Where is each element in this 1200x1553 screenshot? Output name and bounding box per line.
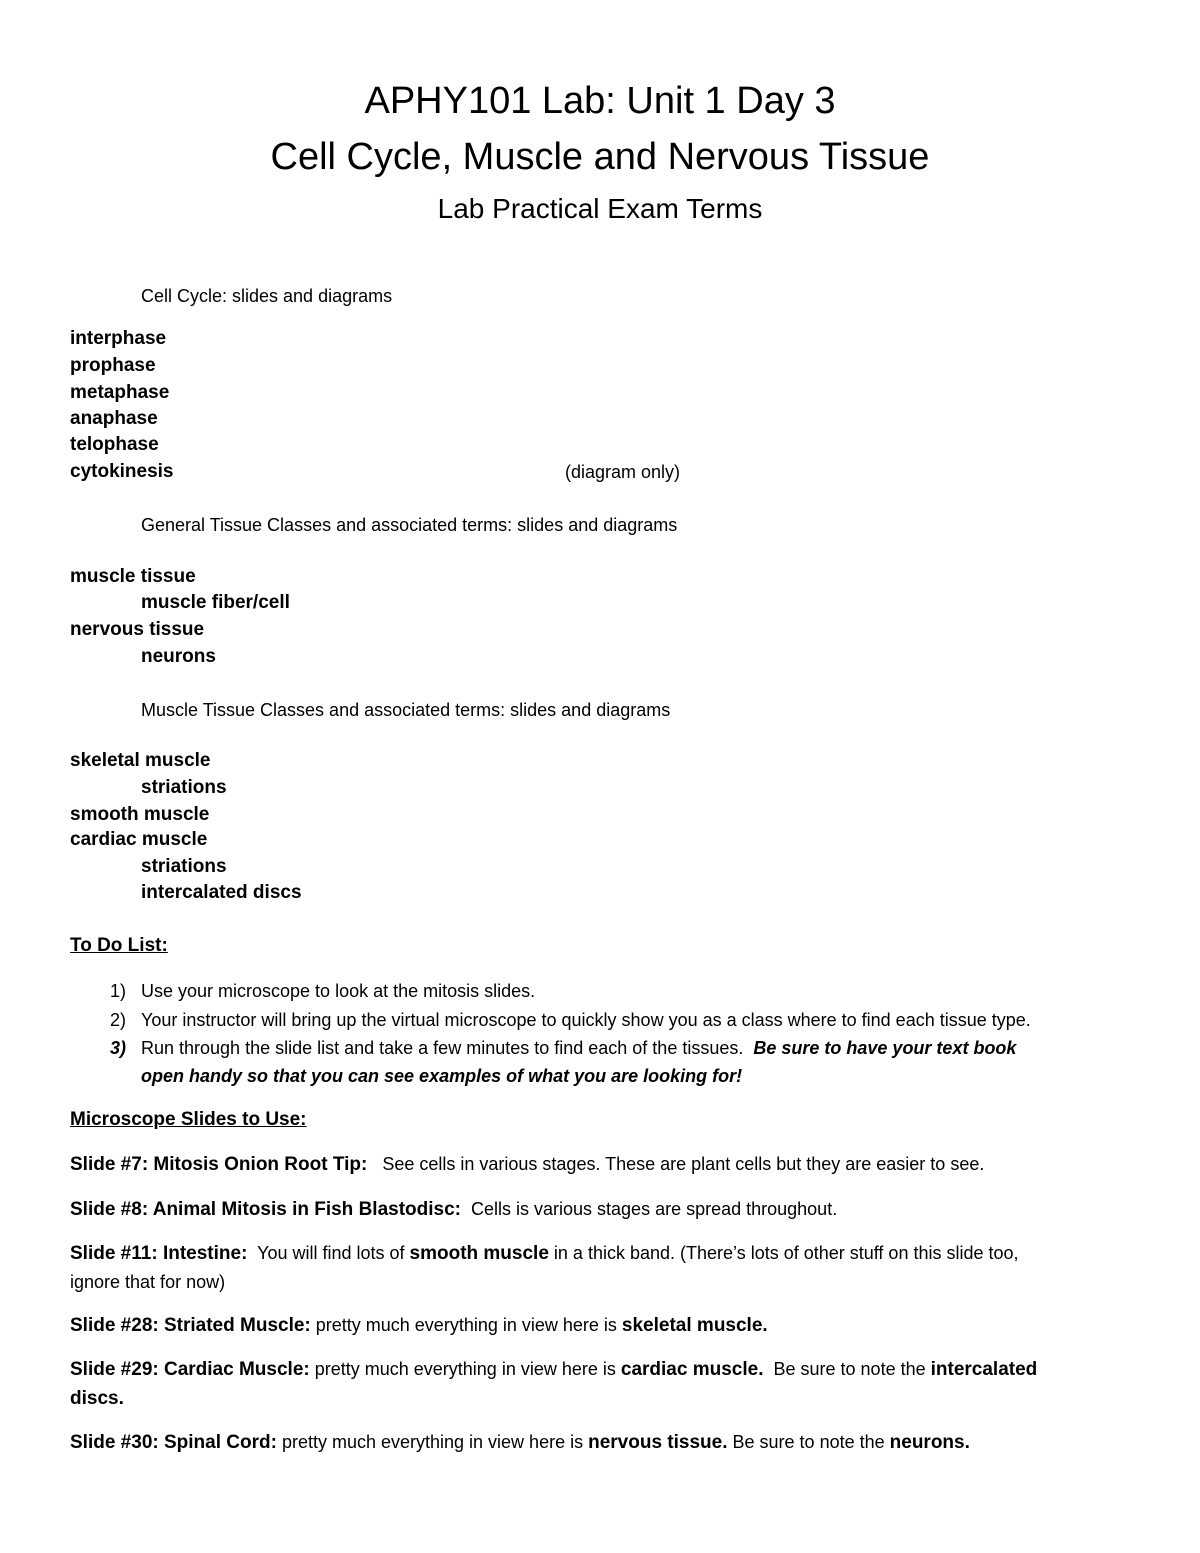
todo-item-2: Your instructor will bring up the virtual microscope to quickly show you as a class where to find each tissue type. bbox=[141, 1010, 1031, 1030]
term-smooth-muscle: smooth muscle bbox=[70, 804, 210, 825]
term-prophase: prophase bbox=[70, 355, 156, 376]
slide-30-bold-2: neurons. bbox=[889, 1432, 970, 1453]
subtitle: Lab Practical Exam Terms bbox=[437, 193, 763, 224]
slide-29-text-2: Be sure to note the bbox=[773, 1359, 926, 1379]
slide-28-entry bbox=[70, 1313, 768, 1338]
todo-item-3-emphasis-a: Be sure to have your text book bbox=[753, 1038, 1017, 1058]
slide-11-bold-1: smooth muscle bbox=[409, 1243, 549, 1264]
term-nervous-tissue: nervous tissue bbox=[70, 619, 205, 640]
muscle-tissue-heading: Muscle Tissue Classes and associated terms: slides and diagrams bbox=[141, 700, 671, 720]
slide-30-entry bbox=[70, 1430, 970, 1455]
term-cytokinesis: cytokinesis bbox=[70, 461, 174, 482]
slide-29-bold-2: intercalated bbox=[930, 1359, 1038, 1380]
slide-29-continued bbox=[70, 1386, 124, 1411]
term-skeletal-striations: striations bbox=[141, 777, 227, 798]
slide-29-text-1: pretty much everything in view here is bbox=[314, 1359, 616, 1379]
title-line-2: Cell Cycle, Muscle and Nervous Tissue bbox=[270, 136, 930, 178]
slide-30-bold-1: nervous tissue. bbox=[588, 1432, 728, 1453]
term-interphase: interphase bbox=[70, 328, 167, 349]
general-tissue-heading: General Tissue Classes and associated terms: slides and diagrams bbox=[141, 515, 678, 535]
todo-item-1: Use your microscope to look at the mitosis slides. bbox=[141, 981, 536, 1001]
todo-number-2: 2) bbox=[109, 1010, 126, 1030]
term-muscle-tissue: muscle tissue bbox=[70, 566, 196, 587]
slide-29-label: Slide #29: Cardiac Muscle: bbox=[70, 1359, 310, 1380]
todo-number-3: 3) bbox=[109, 1038, 126, 1058]
slide-28-label: Slide #28: Striated Muscle: bbox=[70, 1315, 311, 1336]
slide-8-text: Cells is various stages are spread throughout. bbox=[471, 1199, 838, 1219]
todo-heading: To Do List: bbox=[70, 935, 168, 956]
slide-7-entry bbox=[70, 1152, 984, 1177]
slides-heading: Microscope Slides to Use: bbox=[70, 1109, 307, 1130]
term-metaphase: metaphase bbox=[70, 382, 170, 403]
term-cardiac-muscle: cardiac muscle bbox=[70, 829, 208, 850]
slide-11-text-3: ignore that for now) bbox=[70, 1272, 226, 1292]
slide-30-text-2: Be sure to note the bbox=[732, 1432, 885, 1452]
diagram-only-note: (diagram only) bbox=[565, 462, 681, 482]
title-line-1: APHY101 Lab: Unit 1 Day 3 bbox=[364, 80, 836, 122]
slide-28-text-1: pretty much everything in view here is bbox=[315, 1315, 617, 1335]
slide-30-text-1: pretty much everything in view here is bbox=[281, 1432, 584, 1452]
todo-item-3 bbox=[141, 1036, 1016, 1060]
term-skeletal-muscle: skeletal muscle bbox=[70, 750, 211, 771]
slide-8-entry bbox=[70, 1197, 837, 1222]
slide-29-bold-1: cardiac muscle. bbox=[620, 1359, 764, 1380]
term-anaphase: anaphase bbox=[70, 408, 158, 429]
slide-29-bold-3: discs. bbox=[70, 1388, 124, 1409]
slide-30-label: Slide #30: Spinal Cord: bbox=[70, 1432, 277, 1453]
slide-11-label: Slide #11: Intestine: bbox=[70, 1243, 248, 1264]
term-intercalated-discs: intercalated discs bbox=[141, 882, 302, 903]
slide-11-text-1: You will find lots of bbox=[257, 1243, 405, 1263]
term-telophase: telophase bbox=[70, 434, 159, 455]
slide-8-label: Slide #8: Animal Mitosis in Fish Blastodisc: bbox=[70, 1199, 461, 1220]
term-cardiac-striations: striations bbox=[141, 856, 227, 877]
todo-item-3-text: Run through the slide list and take a few minutes to find each of the tissues. bbox=[141, 1038, 744, 1058]
term-muscle-fiber: muscle fiber/cell bbox=[141, 592, 290, 613]
cell-cycle-heading: Cell Cycle: slides and diagrams bbox=[141, 286, 393, 306]
slide-7-label: Slide #7: Mitosis Onion Root Tip: bbox=[70, 1154, 368, 1175]
todo-number-1: 1) bbox=[109, 981, 126, 1001]
todo-item-3-emphasis-b: open handy so that you can see examples of what you are looking for! bbox=[141, 1066, 743, 1086]
slide-11-entry bbox=[70, 1241, 1019, 1266]
slide-7-text: See cells in various stages. These are plant cells but they are easier to see. bbox=[382, 1154, 985, 1174]
slide-29-entry bbox=[70, 1357, 1037, 1382]
term-neurons: neurons bbox=[141, 646, 216, 667]
slide-28-bold-1: skeletal muscle. bbox=[621, 1315, 768, 1336]
slide-11-text-2: in a thick band. (There’s lots of other stuff on this slide too, bbox=[553, 1243, 1019, 1263]
